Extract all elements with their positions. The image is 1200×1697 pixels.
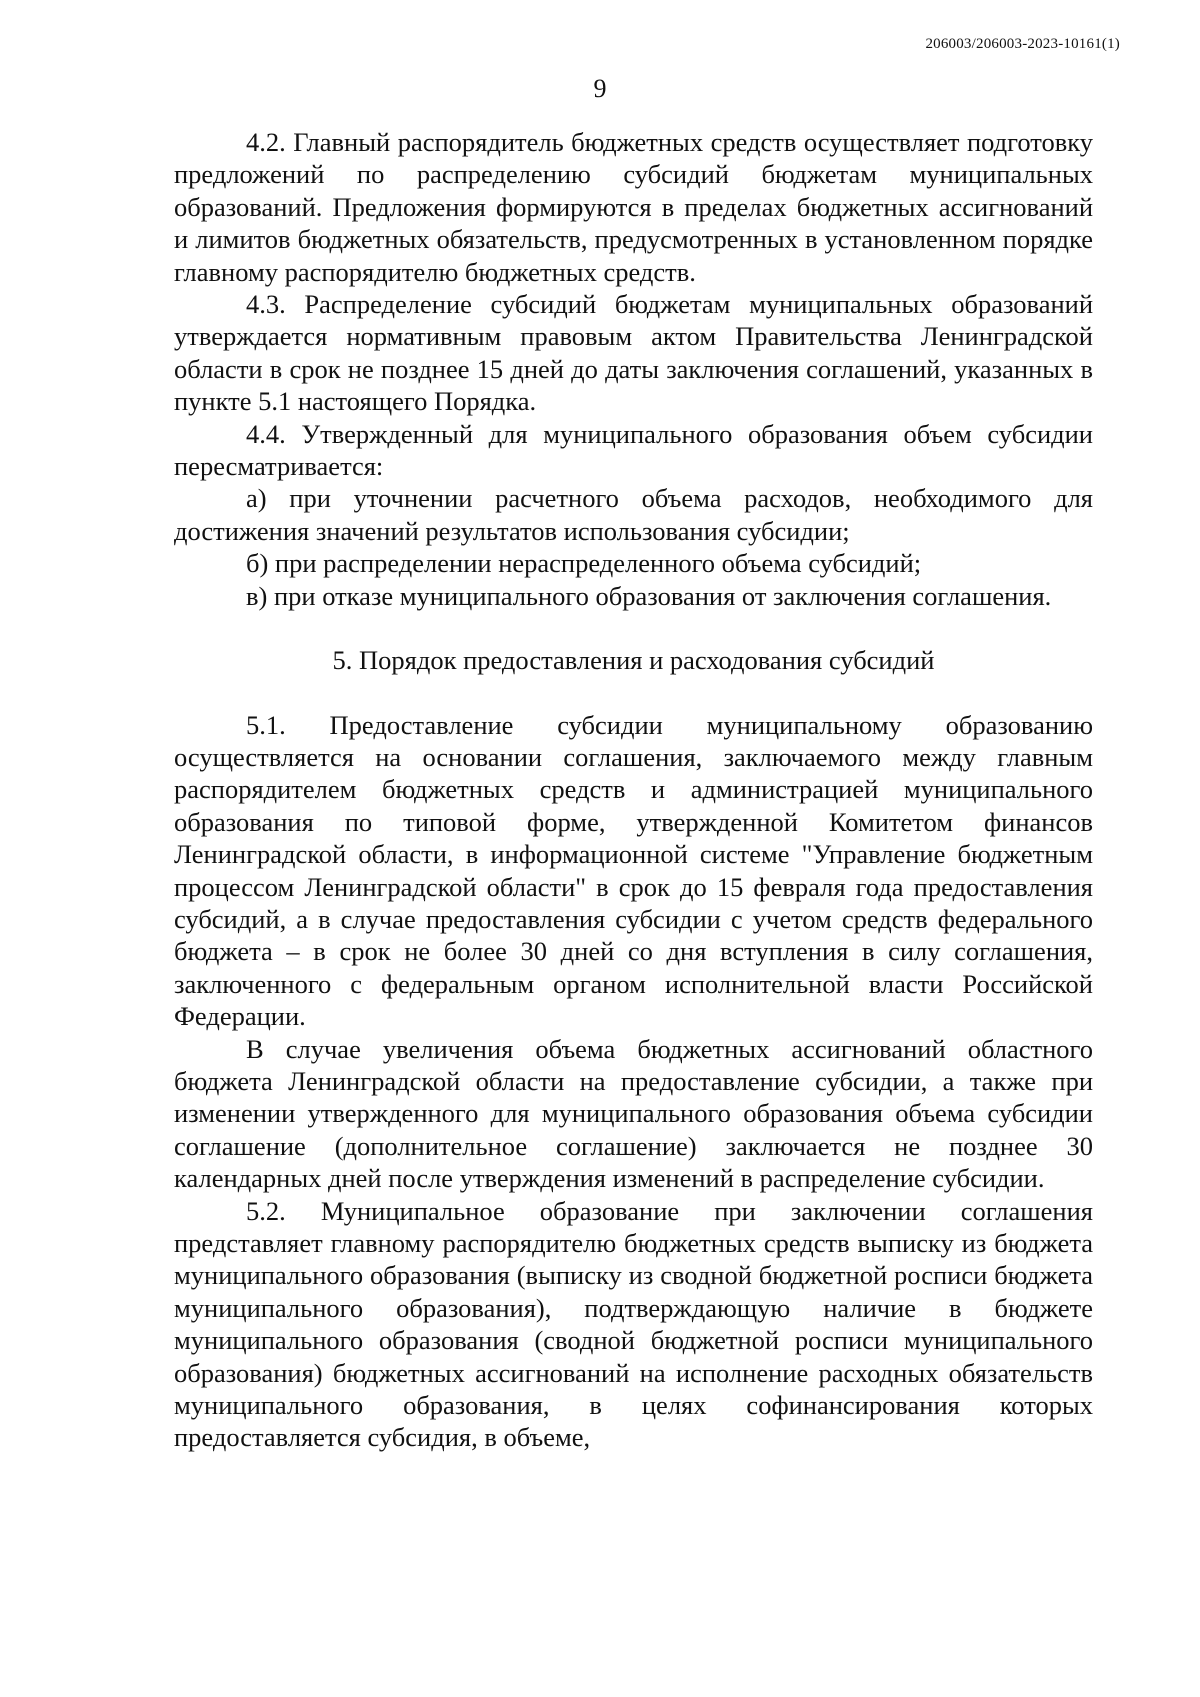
paragraph-5-1: 5.1. Предоставление субсидии муниципальному образованию осуществляется на основании соглашения, заключаемого между главным распорядителем бюджетных средств и администрацией муниципального образования по типовой форме, утвержденной Комитетом финансов Ленинградской области, в информационной системе "Управление бюджетным процессом Ленинградской области" в срок до 15 февраля года предоставления субсидий, а в случае предоставления субсидии с учетом средств федерального бюджета – в срок не более 30 дней со дня вступления в силу соглашения, заключенного с федеральным органом исполнительной власти Российской Федерации.	[174, 709, 1093, 1032]
list-item-a: а) при уточнении расчетного объема расходов, необходимого для достижения значений результатов использования субсидии;	[174, 483, 1093, 546]
document-body	[174, 126, 1093, 1454]
paragraph-4-4: 4.4. Утвержденный для муниципального образования объем субсидии пересматривается:	[174, 418, 1093, 482]
paragraph-5-1-continued: В случае увеличения объема бюджетных ассигнований областного бюджета Ленинградской области на предоставление субсидии, а также при изменении утвержденного для муниципального образования объема субсидии соглашение (дополнительное соглашение) заключается не позднее 30 календарных дней после утверждения изменений в распределение субсидии.	[174, 1033, 1093, 1194]
paragraph-5-2: 5.2. Муниципальное образование при заключении соглашения представляет главному распорядителю бюджетных средств выписку из бюджета муниципального образования (выписку из сводной бюджетной росписи бюджета муниципального образования), подтверждающую наличие в бюджете муниципального образования (сводной бюджетной росписи муниципального образования) бюджетных ассигнований на исполнение расходных обязательств муниципального образования, в целях софинансирования которых предоставляется субсидия, в объеме,	[174, 1195, 1093, 1453]
list-item-v: в) при отказе муниципального образования от заключения соглашения.	[246, 580, 1052, 611]
page-number: 9	[593, 74, 607, 103]
paragraph-4-2: 4.2. Главный распорядитель бюджетных средств осуществляет подготовку предложений по распределению субсидий бюджетам муниципальных образований. Предложения формируются в пределах бюджетных ассигнований и лимитов бюджетных обязательств, предусмотренных в установленном порядке главному распорядителю бюджетных средств.	[174, 127, 1093, 287]
section-heading: 5. Порядок предоставления и расходования субсидий	[332, 645, 935, 676]
document-id: 206003/206003-2023-10161(1)	[925, 36, 1120, 52]
paragraph-4-3: 4.3. Распределение субсидий бюджетам муниципальных образований утверждается нормативным правовым актом Правительства Ленинградской области в срок не позднее 15 дней до даты заключения соглашений, указанных в пункте 5.1 настоящего Порядка.	[174, 289, 1093, 417]
list-item-b: б) при распределении нераспределенного объема субсидий;	[246, 548, 922, 579]
